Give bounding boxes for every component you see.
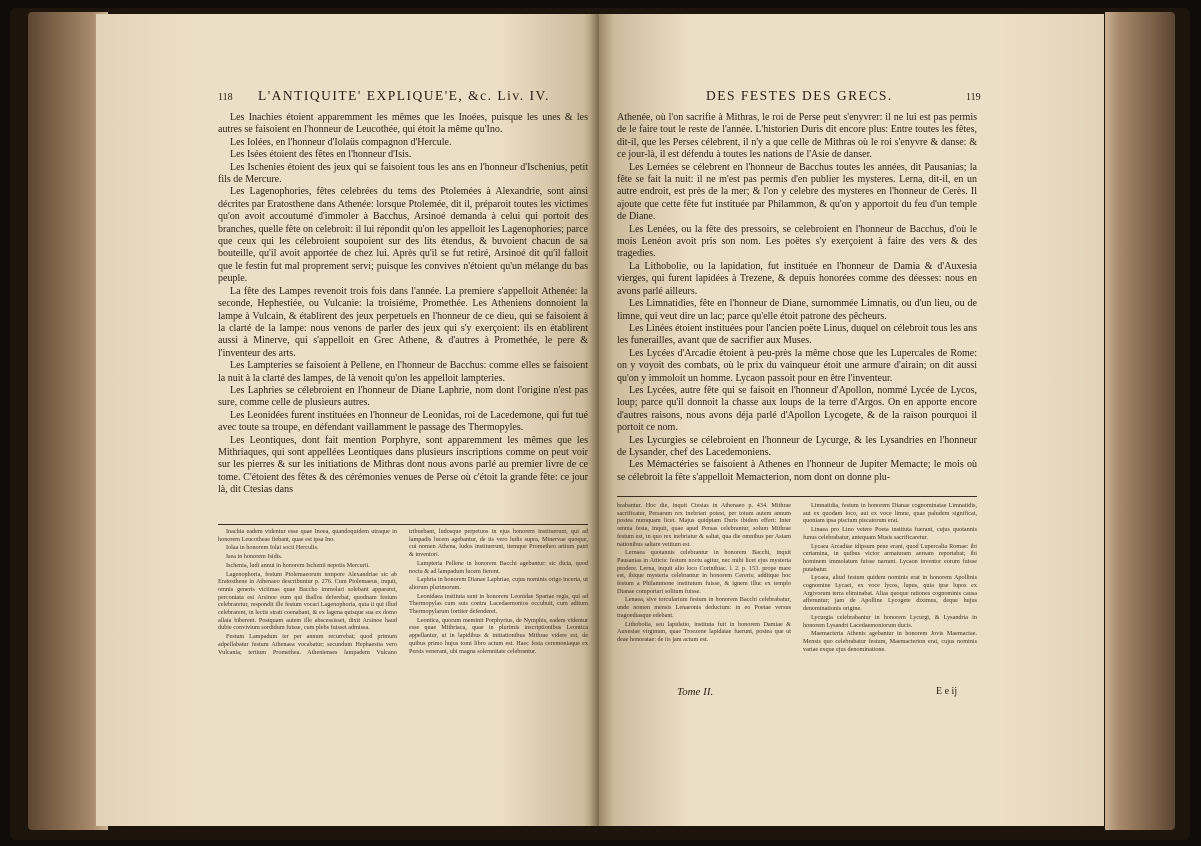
paragraph: Les Leonidées furent instituées en l'honneur de Leonidas, roi de Lacedemone, qui fut tué avec toute sa troupe, en défendant vaillamment le passage des Thermopyles.: [218, 409, 588, 434]
paragraph: Les Lenées, ou la fête des pressoirs, se celebroient en l'honneur de Bacchus, d'où le mois Lenéon avoit pris son nom. Les poëtes s'y exerçoient à faire des vers & des tragedies.: [617, 223, 977, 260]
paragraph: Les Mémactéries se faisoient à Athenes en l'honneur de Jupiter Memacte; le mois où se célebroit la fête s'appelloit Memacterion, nom dont on donne plu-: [617, 459, 977, 483]
left-footnotes: [218, 528, 588, 738]
paragraph: La Lithobolie, ou la lapidation, fut instituée en l'honneur de Damia & d'Auxesia vierges, qui furent lapidées à Trezene, & depuis honorées comme des déesses: nous en avons parlé ailleurs.: [617, 260, 977, 297]
footnote: Limnatidia, festum in honorem Dianae cognominatae Limnatidis, aut ex quodam loco, aut ex voce limne, quae paludem significat, quoniam ipsa piscium piscatorum erat.: [803, 502, 977, 525]
paragraph: Les Laphries se célebroient en l'honneur de Diane Laphrie, nom dont l'origine n'est pas sure, comme celle de plusieurs autres.: [218, 384, 588, 409]
paragraph: Les Inachies étoient apparemment les mêmes que les Inoées, puisque les unes & les autres se faisoient en l'honneur de Leucothée, qui étoit la même qu'Ino.: [218, 112, 588, 136]
left-running-head: L'ANTIQUITE' EXPLIQUE'E, &c. Liv. IV.: [258, 88, 550, 103]
paragraph: Les Limnatidies, fête en l'honneur de Diane, surnommée Limnatis, ou d'un lieu, ou de limne, qui veut dire un lac; parce qu'elle étoit patrone des pêcheurs.: [617, 298, 977, 322]
footnote: Lampteria Pellene in honorem Bacchi agebantur: sic dicta, quod noctu & ad lampadum lucem fierent.: [409, 559, 588, 575]
right-page-number: 119: [966, 92, 981, 103]
right-main-text: [617, 112, 977, 484]
paragraph: Les Lycées, autre fête qui se faisoit en l'honneur d'Apollon, nommé Lycée de Lycos, loup; parce qu'il donnoit la chasse aux loups de la terre d'Argos. On en apporte encore d'autres raisons, nous avons déja parlé d'Apollon Lycogete, & de la raison pourquoi il portoit ce nom.: [617, 384, 977, 434]
footnote: Lenaea, sive torcularium festum in honorem Bacchi celebrabatur, unde nomen mensis Lenaeonis deductum: in eo Poetae versus tragoediasque edebant.: [617, 596, 791, 619]
paragraph: Les Lagenophories, fêtes celebrées du tems des Ptolemées à Alexandrie, sont ainsi décrites par Eratosthene dans Athenée: lorsque Ptolemée, dit il, préparoit toutes les victimes qu'on avoit accoutumé d'immoler à Bacchus, Arsinoé demanda à celui qui portoit des branches, quelle fête on celebroit: il lui répondit qu'on les appelloit les Lagenophories; parce que ceux qui les célebroient soupoient sur des lits étendus, & buvoient chacun de sa bouteille, qu'il avoit apportée de chez lui. Après qu'il se fut retiré, Arsinoé dit qu'il falloit que le festin fut mal proprement servi; puisque les convives n'étoient qu'un mélange du bas peuple.: [218, 186, 589, 285]
signature-mark: Tome II.: [677, 686, 714, 698]
paragraph: Les Ischenies étoient des jeux qui se faisoient tous les ans en l'honneur d'Ischenius, petit fils de Mercure.: [218, 161, 588, 186]
footnote: Ischenia, ludi annui in honorem Ischenii nepotis Mercurii.: [226, 561, 370, 569]
footnote: Iolaa in honorem Iolai socii Herculis.: [226, 544, 319, 552]
footnote: Linaea pro Lino vetere Poeta instituta fuerant, cujus quotannis funus celebrabatur, antequam Musis sacrificaretur.: [803, 526, 977, 541]
paragraph: Les Lycurgies se célebroient en l'honneur de Lycurge, & les Lysandries en l'honneur de Lysander, chef des Lacedemoniens.: [617, 434, 977, 458]
paragraph: Les Lampteries se faisoient à Pellene, en l'honneur de Bacchus: comme elles se faisoient la nuit à la clarté des lampes, de là venoit qu'on les appelloit lampteries.: [218, 360, 588, 384]
footnote: Maemacteria Athenis agebantur in honorem Jovis Maemactae. Mensis quo celebrabatur festum, Maemacterion erat, cujus nominis variae exque ejus denominatione.: [803, 630, 977, 653]
footnote: Lagenophoria, festum Ptolemaeorum tempore Alexandriae sic ab Eratosthene in Athenaeo describuntur p. 276. Cum Ptolemaeus, inquit, omnis generis victimas quae Baccho immolari solebant appararet, percontata est Arsinoe eum qui thallos deferebat, quodnam festum celebraretur, respondit ille festum vocari Lagenophoria, quia ii qui illud celebrarent, in lectis strati coenabant, & ex lagena quisque sua ex domo allata biberent. Postquam autem ille abscessisset, dixit Arsinoe haud dubie convivium sordidum fuisse, cum plebs fuisset admissa.: [218, 570, 397, 632]
paragraph: La fête des Lampes revenoit trois fois dans l'année. La premiere s'appelloit Athenée: la seconde, Hephestiée, ou Vulcanie: la troisiéme, Promethée. Les Atheniens donnoient la lampe à Vulcain, & établirent des jeux perpetuels en l'honneur de ce dieu, qui se faisoient à la clarté de la lampe: nous venons de parler des jeux qui s'y exerçoient: ils en établirent aussi à Minerve, qui s'appelloit en Grec Athene, & d'autres à Promethée, le pere & l'inventeur des arts.: [218, 285, 588, 359]
paragraph: Athenée, où l'on sacrifie à Mithras, le roi de Perse peut s'enyvrer: il ne lui est pas permis de le faire tout le reste de l'année. L'historien Duris dit encore plus: Entre toutes les fêtes, dit-il, que les Perses célebrent, il n'y a que celle de Mithras où le roi s'enyvre & danse: & ce jour-là, il est défendu à toutes les nations de l'Asie de danser.: [617, 112, 977, 161]
right-page-edges: [1105, 12, 1175, 830]
footnote: brabantur. Hoc die, inquit Ctesias in Athenaeo p. 434. Mithrae sacrificatur, Persarum rex inebriari potest, per totum autem annum postea numquam licet. Majus quidpiam Duris ibidem effert: Inter omnia festa, inquit, quae apud Persas celebrantur, solum Mithrae festum est, in quo rex inebriatur & saltat, qua die omnibus per Asiam nationibus saltare vetitum est.: [617, 502, 791, 548]
footnote: Laphria in honorem Dianae Laphriae, cujus nominis origo incerta, ut aliorum plurimorum.: [409, 576, 588, 591]
paragraph: Les Leontiques, dont fait mention Porphyre, sont apparemment les mêmes que les Mithriaques, qui sont appellées Leontiques dans plusieurs inscriptions comme on peut voir sur les pierres & sur les initiations de Mithras dont nous avons parlé au premier livre de ce tome. C'étoient des fêtes & des cérémonies venues de Perse où c'étoit la grande fête: ce jour là, dit Ctesias dans: [218, 434, 588, 496]
footnote-rule: [218, 524, 588, 525]
footnote-rule: [617, 496, 977, 497]
footnote: Lycaea Arcadiae idipsum pene erant, quod Lupercalia Romae: ibi certamina, in quibus victor armaturam aeream reportabat; ibi hominem immolatum fuisse narrant. Lycaon inventor eorum fuisse putabatur.: [803, 542, 977, 573]
right-footnotes: [617, 502, 977, 677]
footnote: Isea in honorem Isidis.: [226, 553, 283, 561]
paragraph: Les Iolées, en l'honneur d'Iolaüs compagnon d'Hercule.: [230, 136, 452, 148]
left-main-text: [218, 112, 588, 497]
footnote: Lycurgia celebrabantur in honorem Lycurgi, & Lysandria in honorem Lysandri Lacedaemoniorum ducis.: [803, 613, 977, 629]
footnote: Lernaea quotannis celebrantur in honorem Bacchi, inquit Pausanias in Atticis: festum noctu agitur, nec mihi licet ejus mysteria prodere. Lerna, inquit alio loco Corinthiac. l. 2. p. 153. prope mare est, ibique mysteria celebrantur in honorem Cereris; additque hoc festum a Philammone institutum fuisse, & ignem illuc ex templo Dianae comportari solitum fuisse.: [617, 549, 791, 595]
footnote: Leontica, quorum meminit Porphyrius, de Nymphis, eadem videntur esse quae Mithriaca, quae in plurimis inscriptionibus Leontica appellantur, ut in lapidibus & initiationibus Mithrae videre est, de quibus primo hujus tomi libro actum est. Haec festa ceremoniaque ex Persis venerant, ubi magna solemnitate celebrantur.: [409, 616, 588, 655]
paragraph: Les Lycées d'Arcadie étoient à peu-près la même chose que les Lupercales de Rome: on y voyoit des combats, où le prix du vainqueur étoit une armure d'airain; on dit aussi qu'on y immoloit un homme. Lycaon passoit pour en être l'inventeur.: [617, 347, 977, 384]
catchword: E e ij: [936, 686, 958, 697]
paragraph: Les Lernées se célebrent en l'honneur de Bacchus toutes les années, dit Pausanias; la fête se fait la nuit: il ne m'est pas permis d'en publier les mysteres. Lerna, dit-il, en un autre endroit, est près de la mer; & l'on y celebre des mysteres en l'honneur de Cerès. Il ajoute que cette fête fut instituée par Philammon, & qu'on y apportoit du feu d'un temple de Diane.: [617, 161, 977, 223]
footnote: Inachia eadem videntur esse quae Inoea, quandoquidem utraque in honorem Leucotheae fiebant, quae est ipsa Ino.: [218, 528, 397, 543]
footnote: Festum Lampadum ter per annum recurrebat; quod primum adpellabatur festum Athenaea vocabatur; secundum Hephaestia vero Vulcania; tertium Promethea. Athenienses lampadem Vulcano tribuebant, ludosque perpetuos in ejus honorem instituerunt, qui ad lampadis lucem agebantur, de iis vero ludis supra, Minervae quoque, cui nomen Athena, ludos instituerunt, itemque Prometheo artium patri & inventori.: [218, 528, 588, 656]
left-page-number: 118: [218, 92, 233, 103]
footnote: Lithobolia, seu lapidatio, instituta fuit in honorem Damiae & Auxesiae virginum, quae Troezene lapidatae fuerunt, postea que ut deae honoratae: de iis jam actum est.: [617, 620, 791, 643]
footnote: Leonidaea instituta sunt in honorem Leonidae Spartae regis, qui ad Thermopylas cum suis contra Lacedaemonios occubuit, cum aditum Thermopylarum fortiter defenderet.: [409, 592, 588, 616]
right-running-head: DES FESTES DES GRECS.: [706, 88, 893, 103]
paragraph: Les Linées étoient instituées pour l'ancien poëte Linus, duquel on célebroit tous les ans les funerailles, avant que de sacrifier aux Muses.: [617, 322, 977, 347]
footnote: Lycaea, aliud festum quidem nominis erat in honorem Apollinis cognomine Lycaei, ex voce lycos, lupus, quia ipse lupos ex Argivorum terra eliminabat. Alias quoque rationes cognominis causa afferuntur; jam de Apolline Lycogete diximus, deque hujus denominationis origine.: [803, 574, 977, 613]
paragraph: Les Isées étoient des fêtes en l'honneur d'Isis.: [230, 149, 412, 161]
